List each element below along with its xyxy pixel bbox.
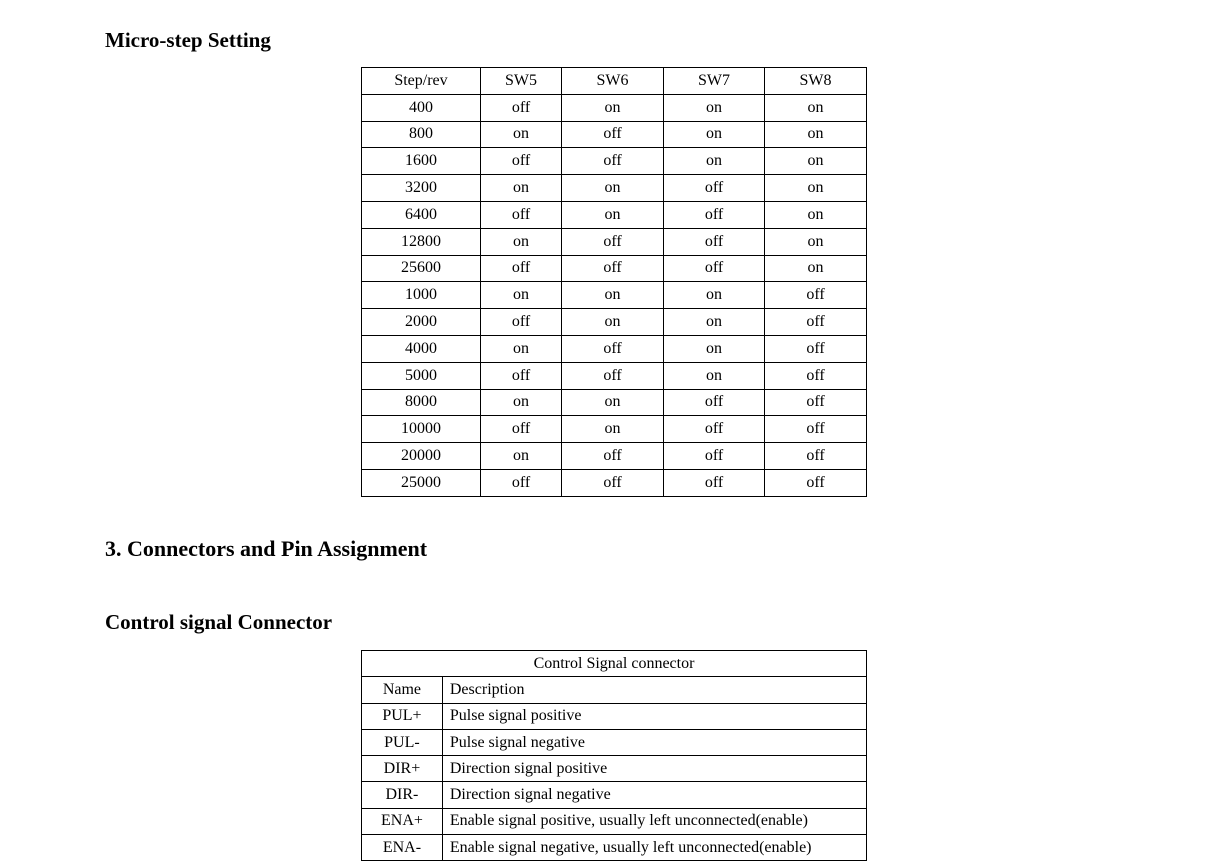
switch-state-cell: on	[562, 309, 664, 336]
switch-state-cell: off	[664, 228, 765, 255]
table-row	[362, 335, 867, 362]
signal-description-cell: Direction signal negative	[442, 782, 866, 808]
switch-state-cell: off	[481, 469, 562, 496]
column-header: SW5	[481, 68, 562, 95]
switch-state-cell: on	[664, 121, 765, 148]
column-header: Step/rev	[362, 68, 481, 95]
switch-state-cell: off	[765, 335, 867, 362]
switch-state-cell: off	[765, 309, 867, 336]
control-signal-table	[361, 650, 867, 861]
switch-state-cell: off	[765, 443, 867, 470]
switch-state-cell: off	[481, 94, 562, 121]
switch-state-cell: off	[562, 443, 664, 470]
table-row	[362, 94, 867, 121]
switch-state-cell: on	[664, 148, 765, 175]
switch-state-cell: on	[664, 335, 765, 362]
switch-state-cell: on	[765, 121, 867, 148]
step-rev-cell: 1600	[362, 148, 481, 175]
table-caption-row	[362, 651, 867, 677]
table-row	[362, 443, 867, 470]
switch-state-cell: on	[562, 94, 664, 121]
signal-name-cell: ENA+	[362, 808, 443, 834]
step-rev-cell: 10000	[362, 416, 481, 443]
step-rev-cell: 4000	[362, 335, 481, 362]
signal-description-cell: Pulse signal negative	[442, 729, 866, 755]
table-row	[362, 362, 867, 389]
switch-state-cell: off	[562, 469, 664, 496]
switch-state-cell: off	[765, 416, 867, 443]
table-row	[362, 416, 867, 443]
table-row	[362, 175, 867, 202]
table-row	[362, 282, 867, 309]
signal-name-cell: PUL-	[362, 729, 443, 755]
table-row	[362, 808, 867, 834]
table-row	[362, 835, 867, 861]
signal-name-cell: ENA-	[362, 835, 443, 861]
table-row	[362, 703, 867, 729]
switch-state-cell: on	[765, 255, 867, 282]
table-row	[362, 255, 867, 282]
column-header: SW7	[664, 68, 765, 95]
switch-state-cell: off	[765, 389, 867, 416]
switch-state-cell: off	[664, 175, 765, 202]
step-rev-cell: 2000	[362, 309, 481, 336]
control-signal-table-body	[362, 703, 867, 861]
switch-state-cell: on	[664, 282, 765, 309]
switch-state-cell: off	[481, 255, 562, 282]
signal-description-cell: Enable signal positive, usually left unconnected(enable)	[442, 808, 866, 834]
switch-state-cell: on	[481, 121, 562, 148]
switch-state-cell: off	[664, 201, 765, 228]
table-row	[362, 228, 867, 255]
switch-state-cell: off	[562, 362, 664, 389]
switch-state-cell: off	[481, 362, 562, 389]
switch-state-cell: off	[664, 443, 765, 470]
switch-state-cell: on	[481, 335, 562, 362]
table-row	[362, 389, 867, 416]
switch-state-cell: on	[664, 309, 765, 336]
step-rev-cell: 6400	[362, 201, 481, 228]
switch-state-cell: on	[562, 389, 664, 416]
table-row	[362, 729, 867, 755]
switch-state-cell: off	[562, 255, 664, 282]
switch-state-cell: off	[765, 469, 867, 496]
signal-name-cell: PUL+	[362, 703, 443, 729]
step-rev-cell: 25600	[362, 255, 481, 282]
switch-state-cell: on	[664, 94, 765, 121]
switch-state-cell: off	[562, 228, 664, 255]
step-rev-cell: 1000	[362, 282, 481, 309]
step-rev-cell: 800	[362, 121, 481, 148]
step-rev-cell: 25000	[362, 469, 481, 496]
signal-description-cell: Pulse signal positive	[442, 703, 866, 729]
step-rev-cell: 20000	[362, 443, 481, 470]
switch-state-cell: on	[481, 282, 562, 309]
table-row	[362, 756, 867, 782]
table-header-row	[362, 677, 867, 703]
micro-step-table	[361, 67, 867, 497]
switch-state-cell: on	[562, 416, 664, 443]
switch-state-cell: off	[765, 362, 867, 389]
micro-step-table-body	[362, 94, 867, 496]
table-row	[362, 148, 867, 175]
switch-state-cell: off	[664, 416, 765, 443]
step-rev-cell: 12800	[362, 228, 481, 255]
switch-state-cell: on	[765, 175, 867, 202]
switch-state-cell: on	[562, 175, 664, 202]
signal-description-cell: Enable signal negative, usually left unconnected(enable)	[442, 835, 866, 861]
table-header-row	[362, 68, 867, 95]
step-rev-cell: 3200	[362, 175, 481, 202]
switch-state-cell: off	[664, 389, 765, 416]
switch-state-cell: on	[765, 148, 867, 175]
step-rev-cell: 400	[362, 94, 481, 121]
switch-state-cell: off	[562, 148, 664, 175]
switch-state-cell: on	[765, 228, 867, 255]
switch-state-cell: off	[481, 309, 562, 336]
switch-state-cell: off	[562, 121, 664, 148]
step-rev-cell: 8000	[362, 389, 481, 416]
switch-state-cell: on	[562, 201, 664, 228]
table-row	[362, 309, 867, 336]
table-row	[362, 782, 867, 808]
signal-description-cell: Direction signal positive	[442, 756, 866, 782]
switch-state-cell: off	[481, 416, 562, 443]
switch-state-cell: off	[765, 282, 867, 309]
column-header: Description	[442, 677, 866, 703]
column-header: SW6	[562, 68, 664, 95]
step-rev-cell: 5000	[362, 362, 481, 389]
signal-name-cell: DIR+	[362, 756, 443, 782]
micro-step-heading: Micro-step Setting	[105, 28, 271, 52]
switch-state-cell: off	[481, 148, 562, 175]
switch-state-cell: on	[765, 201, 867, 228]
control-signal-heading: Control signal Connector	[105, 610, 333, 634]
table-row	[362, 121, 867, 148]
switch-state-cell: off	[664, 255, 765, 282]
switch-state-cell: on	[562, 282, 664, 309]
switch-state-cell: off	[664, 469, 765, 496]
switch-state-cell: on	[481, 389, 562, 416]
switch-state-cell: off	[481, 201, 562, 228]
switch-state-cell: off	[562, 335, 664, 362]
switch-state-cell: on	[481, 175, 562, 202]
signal-name-cell: DIR-	[362, 782, 443, 808]
table-caption: Control Signal connector	[362, 651, 867, 677]
switch-state-cell: on	[481, 228, 562, 255]
column-header: Name	[362, 677, 443, 703]
table-row	[362, 201, 867, 228]
switch-state-cell: on	[481, 443, 562, 470]
section-heading: 3. Connectors and Pin Assignment	[105, 536, 428, 561]
switch-state-cell: on	[765, 94, 867, 121]
column-header: SW8	[765, 68, 867, 95]
table-row	[362, 469, 867, 496]
switch-state-cell: on	[664, 362, 765, 389]
